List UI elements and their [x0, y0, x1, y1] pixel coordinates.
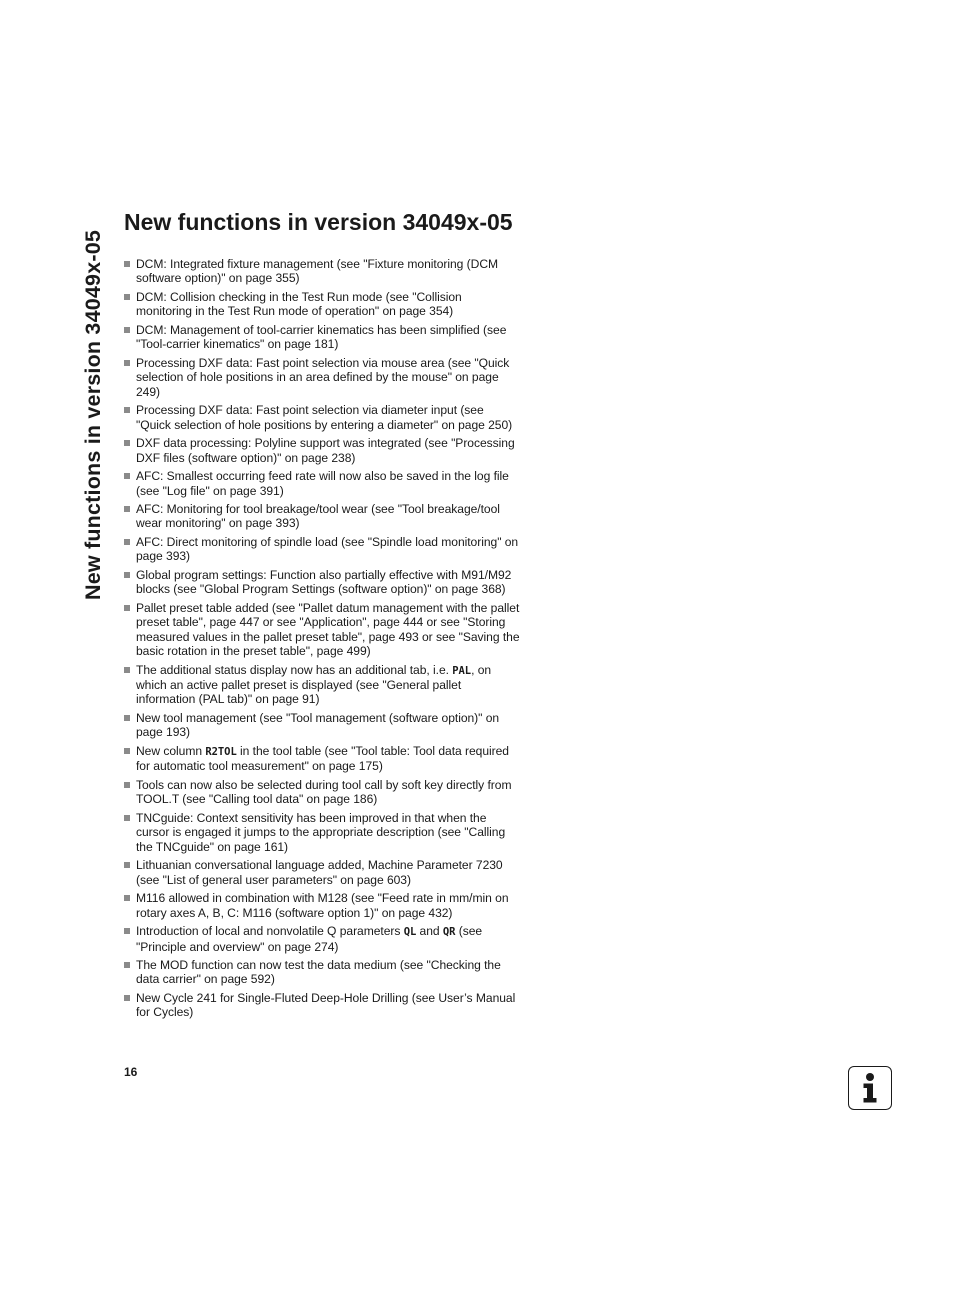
code-keyword: PAL	[452, 664, 472, 677]
list-item	[124, 290, 520, 319]
list-item	[124, 535, 520, 564]
list-item-text: DCM: Collision checking in the Test Run mode (see "Collision monitoring in the Test Run mode of operation" on page 354)	[136, 289, 462, 319]
list-item	[124, 778, 520, 807]
bullet-square-icon	[124, 782, 130, 788]
bullet-square-icon	[124, 748, 130, 754]
list-item-text: Processing DXF data: Fast point selection via mouse area (see "Quick selection of hole positions in an area defined by the mouse" on page 249)	[136, 355, 510, 399]
bullet-square-icon	[124, 605, 130, 611]
list-item-text: Pallet preset table added (see "Pallet datum management with the pallet preset table", page 447 or see "Application", page 444 or see "Storing measured values in the pallet preset table", page 493 or see "Saving the basic rotation in the preset table", page 499)	[136, 601, 520, 659]
bullet-square-icon	[124, 572, 130, 578]
feature-list	[124, 257, 520, 1024]
list-item	[124, 436, 520, 465]
page-number: 16	[124, 1065, 138, 1079]
bullet-square-icon	[124, 360, 130, 366]
code-keyword: QR	[442, 926, 456, 939]
list-item-text: in the tool table (see "Tool table: Tool data required for automatic tool measurement" on page 175)	[136, 743, 509, 774]
list-item-text: and	[416, 924, 443, 939]
list-item-text: New Cycle 241 for Single-Fluted Deep-Hole Drilling (see User’s Manual for Cycles)	[136, 991, 516, 1020]
list-item-text: Processing DXF data: Fast point selection via diameter input (see "Quick selection of hole positions by entering a diameter" on page 250)	[136, 403, 513, 432]
list-item-text: AFC: Monitoring for tool breakage/tool wear (see "Tool breakage/tool wear monitoring" on page 393)	[136, 502, 500, 531]
list-item	[124, 711, 520, 740]
list-item	[124, 601, 520, 658]
list-item	[124, 356, 520, 399]
bullet-square-icon	[124, 539, 130, 545]
list-item	[124, 891, 520, 920]
bullet-square-icon	[124, 815, 130, 821]
list-item-text: AFC: Direct monitoring of spindle load (see "Spindle load monitoring" on page 393)	[136, 535, 519, 564]
list-item-text: , on which an active pallet preset is displayed (see "General pallet information (PAL tab)" on page 91)	[136, 662, 492, 707]
bullet-square-icon	[124, 294, 130, 300]
list-item-text: DCM: Integrated fixture management (see "Fixture monitoring (DCM software option)" on page 355)	[136, 257, 499, 286]
list-item-text: Lithuanian conversational language added, Machine Parameter 7230 (see "List of general user parameters" on page 603)	[136, 858, 503, 887]
bullet-square-icon	[124, 962, 130, 968]
list-item-text: The additional status display now has an additional tab, i.e.	[136, 662, 453, 677]
list-item	[124, 469, 520, 498]
list-item-text: (see "Principle and overview" on page 274)	[136, 924, 483, 954]
bullet-square-icon	[124, 667, 130, 673]
list-item	[124, 991, 520, 1020]
list-item-text: New tool management (see "Tool management (software option)" on page 193)	[136, 711, 500, 740]
list-item	[124, 403, 520, 432]
code-keyword: QL	[403, 926, 417, 939]
list-item-text: DXF data processing: Polyline support was integrated (see "Processing DXF files (software option)" on page 238)	[136, 436, 515, 465]
bullet-square-icon	[124, 506, 130, 512]
bullet-square-icon	[124, 995, 130, 1001]
bullet-square-icon	[124, 327, 130, 333]
list-item-text: New column	[136, 743, 206, 758]
list-item-text: TNCguide: Context sensitivity has been improved in that when the cursor is engaged it jumps to the appropriate description (see "Calling the TNCguide" on page 161)	[136, 810, 506, 854]
bullet-square-icon	[124, 261, 130, 267]
side-running-title: New functions in version 34049x-05	[81, 229, 105, 600]
bullet-square-icon	[124, 928, 130, 934]
list-item-text: M116 allowed in combination with M128 (see "Feed rate in mm/min on rotary axes A, B, C: M116 (software option 1)" on page 432)	[136, 891, 509, 920]
bullet-square-icon	[124, 895, 130, 901]
list-item	[124, 663, 520, 707]
bullet-square-icon	[124, 715, 130, 721]
list-item-text: Tools can now also be selected during tool call by soft key directly from TOOL.T (see "Calling tool data" on page 186)	[136, 777, 512, 807]
list-item	[124, 811, 520, 854]
list-item	[124, 744, 520, 774]
info-icon	[848, 1066, 892, 1110]
list-item	[124, 924, 520, 954]
list-item-text: Global program settings: Function also partially effective with M91/M92 blocks (see "Global Program Settings (software option)" on page 368)	[136, 568, 512, 597]
bullet-square-icon	[124, 407, 130, 413]
list-item	[124, 958, 520, 987]
list-item-text: AFC: Smallest occurring feed rate will now also be saved in the log file (see "Log file" on page 391)	[136, 469, 509, 498]
list-item	[124, 502, 520, 531]
list-item	[124, 568, 520, 597]
list-item-text: The MOD function can now test the data medium (see "Checking the data carrier" on page 592)	[136, 958, 501, 987]
list-item	[124, 323, 520, 352]
list-item	[124, 257, 520, 286]
code-keyword: R2TOL	[205, 745, 237, 758]
list-item	[124, 858, 520, 887]
page-title: New functions in version 34049x-05	[124, 209, 513, 235]
list-item-text: Introduction of local and nonvolatile Q parameters	[136, 924, 404, 939]
bullet-square-icon	[124, 862, 130, 868]
bullet-square-icon	[124, 473, 130, 479]
list-item-text: DCM: Management of tool-carrier kinematics has been simplified (see "Tool-carrier kinematics" on page 181)	[136, 322, 507, 352]
bullet-square-icon	[124, 440, 130, 446]
